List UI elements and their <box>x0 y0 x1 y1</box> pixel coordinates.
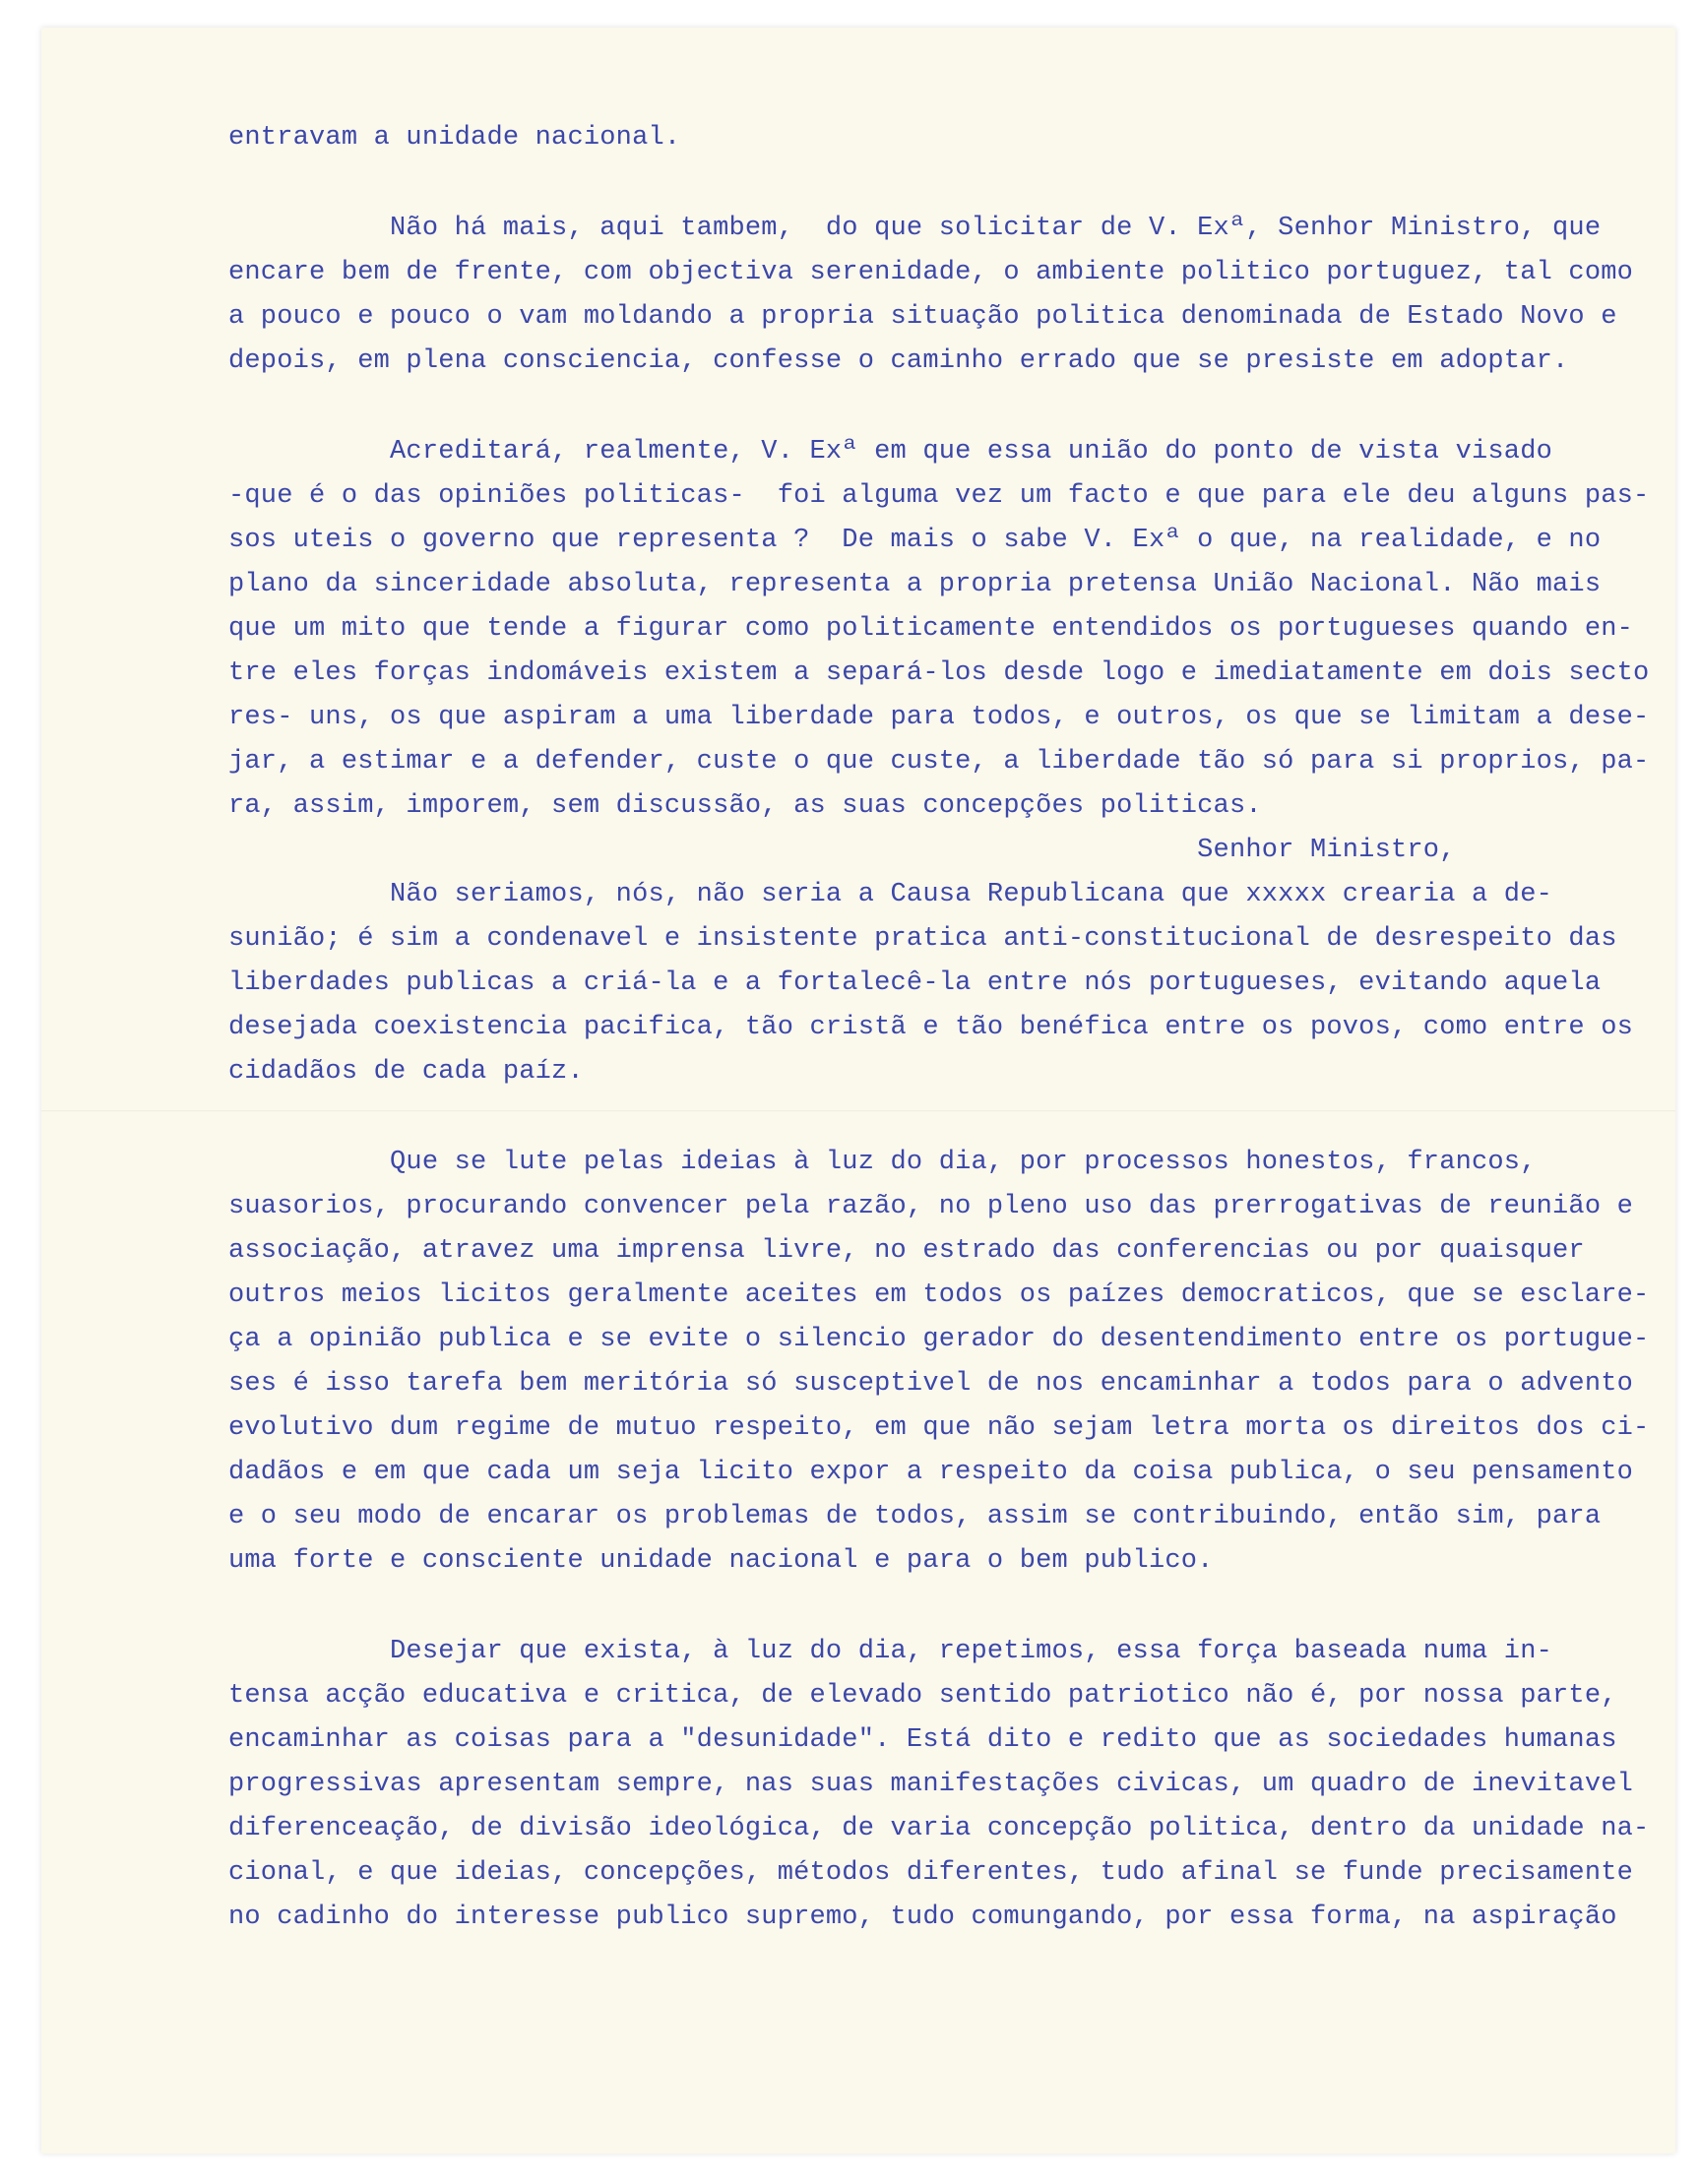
text-line: a pouco e pouco o vam moldando a propria situação politica denominada de Estado Novo e <box>228 302 1617 332</box>
text-line: ses é isso tarefa bem meritória só susceptivel de nos encaminhar a todos para o advento <box>228 1369 1634 1399</box>
text-line: Não há mais, aqui tambem, do que solicitar de V. Exª, Senhor Ministro, que <box>228 214 1602 243</box>
text-line: e o seu modo de encarar os problemas de todos, assim se contribuindo, então sim, para <box>228 1502 1602 1531</box>
text-line: liberdades publicas a criá-la e a fortalecê-la entre nós portugueses, evitando aquela <box>228 968 1602 998</box>
text-line: Não seriamos, nós, não seria a Causa Republicana que xxxxx crearia a de- <box>228 880 1553 909</box>
text-line: tre eles forças indomáveis existem a separá-los desde logo e imediatamente em dois secto <box>228 658 1650 688</box>
letter-page <box>41 28 1675 2153</box>
text-line: evolutivo dum regime de mutuo respeito, em que não sejam letra morta os direitos dos ci- <box>228 1413 1650 1443</box>
text-line: sos uteis o governo que representa ? De mais o sabe V. Exª o que, na realidade, e no <box>228 526 1602 555</box>
text-line: Acreditará, realmente, V. Exª em que essa união do ponto de vista visado <box>228 437 1553 467</box>
text-line: suasorios, procurando convencer pela razão, no pleno uso das prerrogativas de reunião e <box>228 1192 1634 1221</box>
text-line: outros meios licitos geralmente aceites em todos os paízes democraticos, que se esclare- <box>228 1280 1650 1310</box>
text-line: Senhor Ministro, <box>228 836 1456 865</box>
paragraph-gap <box>228 160 1675 207</box>
text-line: diferenceação, de divisão ideológica, de varia concepção politica, dentro da unidade na- <box>228 1814 1650 1843</box>
text-line: -que é o das opiniões politicas- foi alguma vez um facto e que para ele deu alguns pas- <box>228 481 1650 511</box>
paragraph-gap <box>228 1584 1675 1630</box>
text-line: cidadãos de cada paíz. <box>228 1057 584 1087</box>
text-line: associação, atravez uma imprensa livre, no estrado das conferencias ou por quaisquer <box>228 1236 1585 1266</box>
text-line: sunião; é sim a condenavel e insistente pratica anti-constitucional de desrespeito das <box>228 924 1617 954</box>
text-line: que um mito que tende a figurar como politicamente entendidos os portugueses quando en- <box>228 614 1634 644</box>
paragraph-gap <box>228 384 1675 430</box>
text-line: Que se lute pelas ideias à luz do dia, por processos honestos, francos, <box>228 1148 1537 1177</box>
text-line: uma forte e consciente unidade nacional e para o bem publico. <box>228 1546 1214 1576</box>
text-line: depois, em plena consciencia, confesse o caminho errado que se presiste em adoptar. <box>228 346 1569 376</box>
text-line: encaminhar as coisas para a "desunidade". Está dito e redito que as sociedades humanas <box>228 1725 1617 1755</box>
text-line: tensa acção educativa e critica, de elevado sentido patriotico não é, por nossa parte, <box>228 1681 1617 1711</box>
text-line: entravam a unidade nacional. <box>228 123 681 153</box>
text-line: res- uns, os que aspiram a uma liberdade para todos, e outros, os que se limitam a dese- <box>228 703 1650 732</box>
text-line: Desejar que exista, à luz do dia, repetimos, essa força baseada numa in- <box>228 1637 1553 1666</box>
text-line: ça a opinião publica e se evite o silencio gerador do desentendimento entre os portugue- <box>228 1325 1650 1354</box>
text-line: plano da sinceridade absoluta, representa a propria pretensa União Nacional. Não mais <box>228 570 1602 599</box>
paragraph-gap <box>228 1094 1675 1141</box>
text-line: progressivas apresentam sempre, nas suas manifestações civicas, um quadro de inevitavel <box>228 1770 1634 1799</box>
text-line: dadãos e em que cada um seja licito expor a respeito da coisa publica, o seu pensamento <box>228 1458 1634 1487</box>
text-line: jar, a estimar e a defender, custe o que custe, a liberdade tão só para si proprios, pa- <box>228 747 1650 777</box>
typed-body <box>228 116 1675 1940</box>
text-line: desejada coexistencia pacifica, tão cristã e tão benéfica entre os povos, como entre os <box>228 1013 1634 1042</box>
text-line: ra, assim, imporem, sem discussão, as suas concepções politicas. <box>228 791 1262 821</box>
text-line: cional, e que ideias, concepções, métodos diferentes, tudo afinal se funde precisamente <box>228 1858 1634 1888</box>
text-line: no cadinho do interesse publico supremo, tudo comungando, por essa forma, na aspiração <box>228 1903 1617 1932</box>
text-line: encare bem de frente, com objectiva serenidade, o ambiente politico portuguez, tal como <box>228 258 1634 287</box>
